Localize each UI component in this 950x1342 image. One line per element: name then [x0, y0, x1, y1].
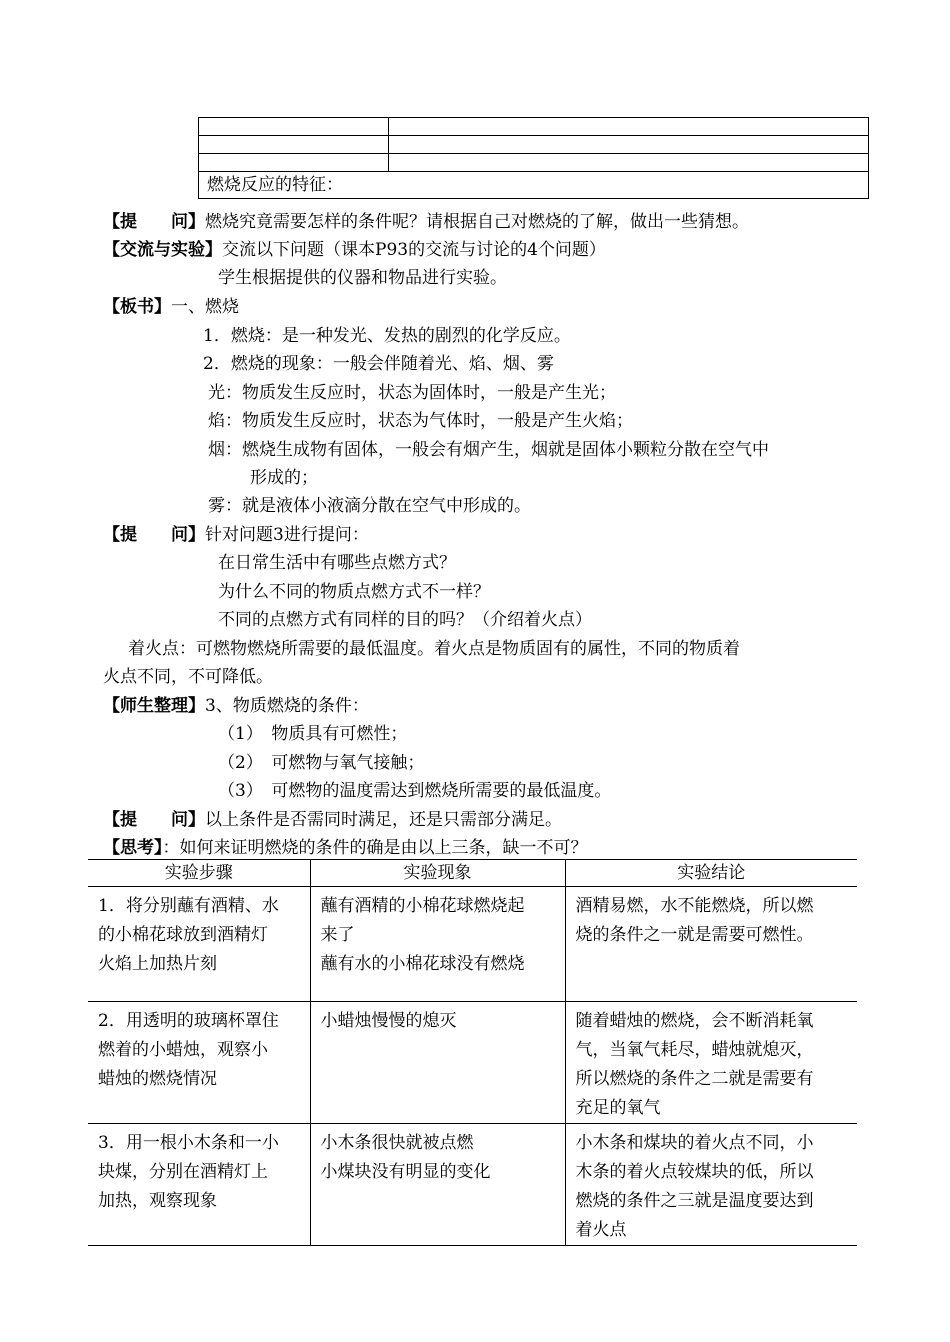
question-2-a: 在日常生活中有哪些点燃方式？ [218, 553, 456, 573]
think-line [103, 838, 588, 858]
exchange-tag: 【交流与实验】 [103, 240, 222, 260]
cell-line: 小蜡烛慢慢的熄灭 [320, 1011, 457, 1031]
cell-line: 随着蜡烛的燃烧，会不断消耗氧 [575, 1011, 814, 1031]
board-tag: 【板书】 [103, 297, 171, 317]
cell-line: 1．将分别蘸有酒精、水 [98, 896, 279, 916]
think-text: ：如何来证明燃烧的条件的确是由以上三条，缺一不可？ [162, 838, 588, 858]
cell-line: 小煤块没有明显的变化 [320, 1162, 491, 1182]
table-cell [199, 136, 389, 154]
column-header-phenomenon: 实验现象 [310, 860, 565, 887]
table-cell [389, 154, 869, 172]
exchange-subline: 学生根据提供的仪器和物品进行实验。 [218, 268, 507, 288]
question-2 [103, 525, 369, 545]
organize-text: 3、物质燃烧的条件： [205, 696, 369, 716]
board-text: 一、燃烧 [171, 297, 239, 317]
phenomenon-cell [310, 1002, 565, 1124]
cell-line: 蘸有水的小棉花球没有燃烧 [320, 954, 525, 974]
question-text: 燃烧究竟需要怎样的条件呢？请根据自己对燃烧的了解，做出一些猜想。 [205, 212, 749, 232]
phenomenon-cell [310, 887, 565, 1002]
question-text: 以上条件是否需同时满足，还是只需部分满足。 [205, 810, 562, 830]
cell-line: 着火点 [575, 1220, 627, 1240]
table-row [88, 887, 857, 1002]
cell-line: 燃着的小蜡烛，观察小 [98, 1040, 268, 1060]
top-table [198, 117, 869, 199]
question-1 [103, 212, 749, 232]
question-2-b: 为什么不同的物质点燃方式不一样？ [218, 582, 490, 602]
ignition-point-def-cont: 火点不同，不可降低。 [103, 667, 273, 687]
cell-line: 块煤，分别在酒精灯上 [98, 1162, 268, 1182]
cell-line: 的小棉花球放到酒精灯 [98, 925, 268, 945]
cell-line: 气，当氧气耗尽，蜡烛就熄灭， [575, 1040, 814, 1060]
question-3 [103, 810, 562, 830]
phenomenon-light: 光：物质发生反应时，状态为固体时，一般是产生光； [208, 383, 616, 403]
table-row [199, 118, 869, 136]
table-cell [199, 154, 389, 172]
exchange-text: 交流以下问题（课本P93的交流与讨论的4个问题） [222, 240, 606, 260]
definition-1: 1．燃烧：是一种发光、发热的剧烈的化学反应。 [203, 326, 571, 346]
phenomenon-flame: 焰：物质发生反应时，状态为气体时，一般是产生火焰； [208, 411, 633, 431]
phenomenon-fog: 雾：就是液体小液滴分散在空气中形成的。 [208, 496, 531, 516]
cell-line: 燃烧的条件之三就是温度要达到 [575, 1191, 814, 1211]
cell-line: 2．用透明的玻璃杯罩住 [98, 1011, 279, 1031]
condition-1: （1） 物质具有可燃性； [218, 724, 408, 744]
condition-3: （3） 可燃物的温度需达到燃烧所需要的最低温度。 [218, 781, 612, 801]
table-row [199, 154, 869, 172]
condition-2: （2） 可燃物与氧气接触； [218, 753, 425, 773]
cell-line: 蘸有酒精的小棉花球燃烧起 [320, 896, 525, 916]
table-row [199, 172, 869, 199]
table-row [88, 1124, 857, 1246]
table-cell [389, 118, 869, 136]
conclusion-cell [565, 1124, 857, 1246]
cell-line: 酒精易燃，水不能燃烧，所以燃 [575, 896, 814, 916]
cell-line: 来了 [320, 925, 355, 945]
step-cell [88, 1002, 310, 1124]
definition-2: 2．燃烧的现象：一般会伴随着光、焰、烟、雾 [203, 354, 554, 374]
exchange-line [103, 240, 606, 260]
cell-line: 火焰上加热片刻 [98, 954, 217, 974]
column-header-step: 实验步骤 [88, 860, 310, 887]
cell-line: 小木条很快就被点燃 [320, 1133, 474, 1153]
question-tag: 【提 问】 [103, 212, 205, 232]
question-tag: 【提 问】 [103, 525, 205, 545]
column-header-conclusion: 实验结论 [565, 860, 857, 887]
organize-tag: 【师生整理】 [103, 696, 205, 716]
table-header-row [88, 860, 857, 887]
step-cell [88, 887, 310, 1002]
cell-line: 加热，观察现象 [98, 1191, 217, 1211]
phenomenon-cell [310, 1124, 565, 1246]
combustion-feature-cell: 燃烧反应的特征： [199, 172, 869, 199]
cell-line: 3．用一根小木条和一小 [98, 1133, 279, 1153]
phenomenon-smoke-cont: 形成的； [250, 468, 318, 488]
cell-line: 所以燃烧的条件之二就是需要有 [575, 1069, 814, 1089]
question-2-c: 不同的点燃方式有同样的目的吗？（介绍着火点） [218, 610, 592, 630]
phenomenon-smoke: 烟：燃烧生成物有固体，一般会有烟产生，烟就是固体小颗粒分散在空气中 [208, 440, 769, 460]
experiment-table [88, 859, 857, 1246]
think-tag: 【思考】 [103, 838, 163, 858]
cell-line: 充足的氧气 [575, 1098, 661, 1118]
table-cell [199, 118, 389, 136]
question-tag: 【提 问】 [103, 810, 205, 830]
cell-line: 木条的着火点较煤块的低，所以 [575, 1162, 814, 1182]
cell-line: 蜡烛的燃烧情况 [98, 1069, 217, 1089]
board-line [103, 297, 239, 317]
organize-line [103, 696, 369, 716]
conclusion-cell [565, 1002, 857, 1124]
table-cell [389, 136, 869, 154]
table-row [199, 136, 869, 154]
step-cell [88, 1124, 310, 1246]
table-row [88, 1002, 857, 1124]
question-text: 针对问题3进行提问： [205, 525, 369, 545]
ignition-point-def: 着火点：可燃物燃烧所需要的最低温度。着火点是物质固有的属性，不同的物质着 [128, 639, 740, 659]
conclusion-cell [565, 887, 857, 1002]
cell-line: 小木条和煤块的着火点不同，小 [575, 1133, 814, 1153]
cell-line: 烧的条件之一就是需要可燃性。 [575, 925, 814, 945]
